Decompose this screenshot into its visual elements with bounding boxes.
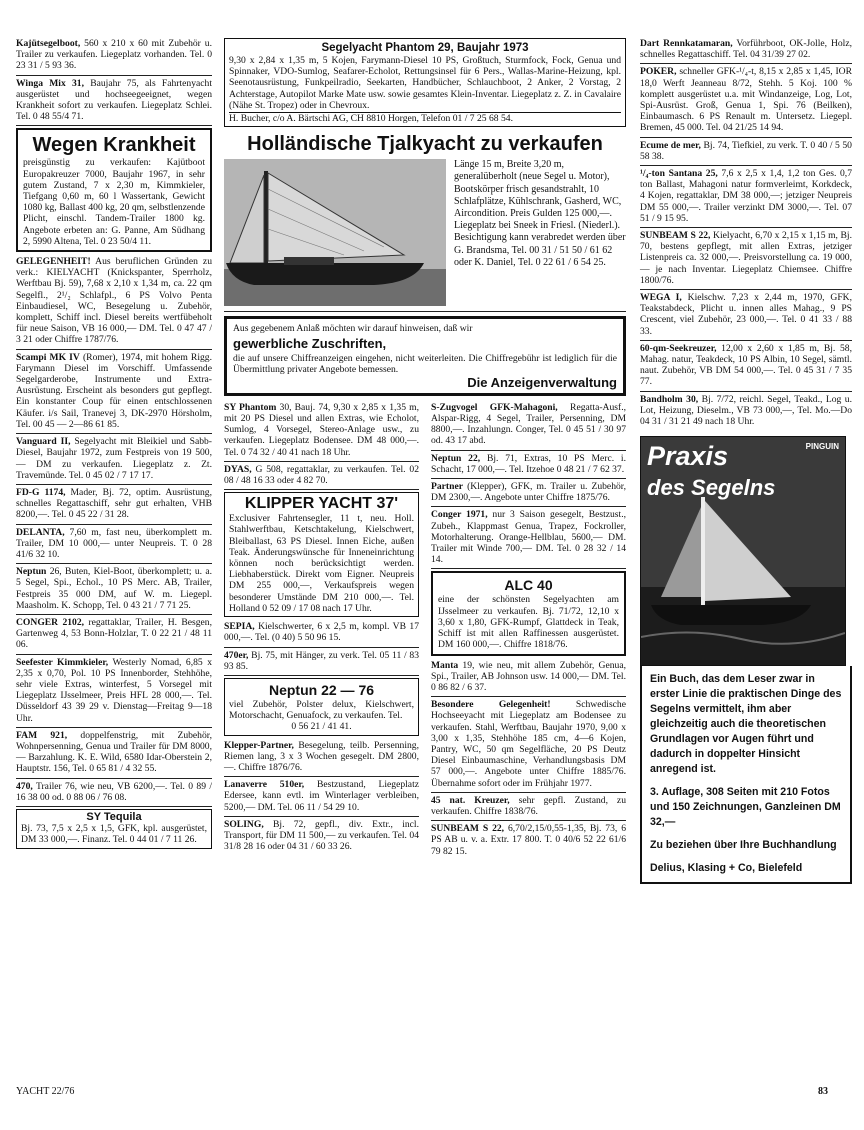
column-right [640, 38, 852, 884]
ad-text: eine der schönsten Segelyachten am IJsselmeer zu verkaufen. Bj. 71/72, 12,10 x 3,60 x 1,80, GFK-Rumpf, Glattdeck in Teak, Schiff ist mit allen Raffinessen ausgerüstet. DM 160 000,—. Chiffre 1818/76. [438, 594, 619, 651]
ad-text: Kielschwerter, 6 x 2,5 m, kompl. VB 17 000,—. Tel. (0 40) 5 50 96 15. [224, 621, 419, 644]
classified-ad [16, 730, 212, 779]
ad-text: Kielschw. 7,23 x 2,44 m, 1970, GFK, Teakstabdeck, Plicht u. innen alles Mahag., 9 PS Crescent, viel Zubehör, 23 000,—. Tel. 0 41 33 / 88 33. [640, 292, 852, 337]
ad-title: Partner [431, 481, 463, 493]
ad-text: 30, Bauj. 74, 9,30 x 2,85 x 1,35 m, mit 20 PS Diesel und allen Extras, wie Echolot, Sumlog, 4 Vorsegel, Stereo-Anlage usw., zu verkaufen. Liegeplatz Bodensee. DM 48 000,—. Tel. 0 74 32 / 40 41 nach 18 Uhr. [224, 401, 419, 458]
book-description: Ein Buch, das dem Leser zwar in erster Linie die praktischen Dinge des Segelns vermittelt, ihm aber gleichzeitig auch die theoretischen Grundlagen vor Augen führt und dadurch in doppelter Hinsicht anregend ist. [650, 673, 842, 776]
ad-text: 6,70/2,15/0,55-1,35, Bj. 73, 6 PS AB u. v. a. Extr. 17 800. T. 0 40/6 52 22 61/6 79 82 15. [431, 823, 626, 857]
classified-ad [224, 819, 419, 856]
classified-ad [16, 657, 212, 728]
ad-title: 45 nat. Kreuzer, [431, 794, 510, 806]
classified-ad [16, 617, 212, 655]
ad-title: ¹/₄-ton Santana 25, [640, 168, 718, 180]
ad-text: 560 x 210 x 60 mit Zubehör u. Trailer zu verkaufen. Liegeplatz vorhanden. Tel. 0 23 31 / 5 93 36. [16, 38, 212, 72]
ad-text: G 508, regattaklar, zu verkaufen. Tel. 02 08 / 48 16 33 oder 4 82 70. [224, 463, 419, 487]
publisher-badge: PINGUIN [805, 442, 839, 452]
ad-text: regattaklar, Trailer, H. Besgen, Gartenweg 4, 53 Bonn-Holzlar, T. 0 22 21 / 48 11 06. [16, 616, 212, 651]
ad-text: Länge 15 m, Breite 3,20 m, generalüberholt (neue Segel u. Motor), Bootskörper frisch gesandstrahlt, 10 Schlafplätze, Kühlschrank, Gasherd, WC, Aircondition. Preis Gulden 125 000,—. Liegeplatz bei Sneek in Friesl. (Niederl.). Besichtigung kann verabredet werden über G. Brandsma, Tel. 00 31 / 51 50 / 61 62 oder K. Daniel, Tel. 0 22 61 / 6 54 25. [454, 159, 626, 268]
ad-title: Neptun 22, [431, 452, 481, 464]
ad-title: Winga Mix 31, [16, 77, 84, 89]
boxed-ad [224, 38, 626, 127]
classified-ad [16, 436, 212, 485]
ad-text: viel Zubehör, Polster delux, Kielschwert, Motorschacht, Genuafock, zu verkaufen. Tel. [229, 698, 414, 722]
ad-text: Bestzustand, Liegeplatz Edersee, kann evtl. im Winterlager verbleiben, 5200,— DM. Tel. 06 11 / 54 29 10. [224, 779, 419, 813]
classified-ad [16, 352, 212, 434]
ad-title: SY Phantom [224, 401, 277, 413]
ad-title: Holländische Tjalkyacht zu verkaufen [247, 133, 603, 156]
ad-title: Neptun 22 — 76 [268, 681, 375, 698]
boxed-ad [431, 571, 626, 655]
classified-ad [16, 256, 212, 350]
ad-title: SUNBEAM S 22, [640, 230, 711, 242]
ad-title: Conger 1971, [431, 509, 488, 521]
subcolumn-right [431, 402, 626, 862]
classified-ad [640, 38, 852, 64]
ad-title: Scampi MK IV [16, 351, 80, 363]
classified-ad [16, 38, 212, 76]
classified-ad [640, 66, 852, 137]
boxed-ad [224, 678, 419, 736]
classified-ad [431, 481, 626, 507]
ad-text: sehr gepfl. Zustand, zu verkaufen. Chiffre 1838/76. [431, 794, 626, 817]
classified-ad [431, 699, 626, 793]
ad-title: Dart Rennkatamaran, [640, 38, 733, 49]
ad-text: Bj. 75, mit Hänger, zu verk. Tel. 05 11 / 83 93 85. [224, 649, 419, 672]
ad-text: preisgünstig zu verkaufen: Kajütboot Europakreuzer 7000, Baujahr 1967, in sehr gutem Zustand, 7 x 2,30 m, Kimmkieler, Tiefgang 0,60 m, 60 l Wassertank, Gewicht 1080 kg, Ballast 400 kg, 20 qm, selbstlenzende Plicht, einschl. Tandem-Trailer 1800 kg. Angebote erbeten an: G. Panne, Am Südhang 2, 5990 Altena, Tel. 0 23 50/4 11. [23, 157, 205, 247]
ad-title: DYAS, [224, 463, 252, 475]
boxed-ad [16, 809, 212, 849]
ad-text: nur 3 Saison gesegelt, Bestzust., Zubeh., Klappmast Genua, Trapez, Fockroller, Motorhalterung. Orange-Hellblau, 5600,— DM. Trailer mit Winde 700,— DM. Tel. 0 28 32 / 14 14. [431, 509, 626, 566]
ad-text: Aus beruflichen Gründen zu verk.: KIELYACHT (Knickspanter, Sperrholz, Werftbau Bj. 59), 7,68 x 2,10 x 1,34 m, ca. 22 qm Segelfl., 2¹/₂ Schlafpl., 6 PS Volvo Penta Einbaudiesel, WC, Besegelung u. Zubehör, komplett, Schiff incl. Diesel bereits wertfübeholt für neue Saison, VB 16 000,— DM. Tel. 0 47 47 / 3 21 oder Chiffre 1787/76. [16, 256, 212, 346]
ad-title: Segelyacht Phantom 29, Baujahr 1973 [321, 42, 529, 54]
ad-text: Bj. 74, Tiefkiel, zu verk. T. 0 40 / 5 50 58 38. [640, 139, 852, 162]
classified-ad [431, 402, 626, 451]
ad-text: Bj. 7/72, reichl. Segel, Teakd., Log u. Lot, Heizung, Dieselm., VB 73 000,—, Tel. Mo.—Do 04 31 / 31 21 49 nach 18 Uhr. [640, 393, 852, 428]
classified-ad [640, 230, 852, 290]
notice-signature: Die Anzeigenverwaltung [467, 375, 617, 391]
ad-title: S-Zugvogel GFK-Mahagoni, [431, 401, 558, 413]
ad-title: 470er, [224, 649, 249, 661]
ad-title: GELEGENHEIT! [16, 256, 91, 268]
book-ad-text [640, 666, 852, 884]
ad-text: Segelyacht mit Bleikiel und Sabb-Diesel, Baujahr 1972, zum Festpreis von 19 500,— DM zu verkaufen. Liegeplatz z. Zt. Travemünde. Tel. 0 45 02 / 7 17 17. [16, 436, 212, 481]
ad-title: Ecume de mer, [640, 139, 701, 151]
sailboat-photo [224, 159, 446, 306]
ad-title: FAM 921, [16, 729, 68, 741]
ad-text: Kielyacht, 6,70 x 2,15 x 1,15 m, Bj. 70, bestens gepflegt, mit allen Extras, jetziger Listenpreis ca. 32 000,—. Preisvorstellung ca. 19 000,— je nach Inventar. Liegeplatz Chiemsee. Chiffre 1800/76. [640, 230, 852, 286]
classified-ad [431, 660, 626, 698]
classified-ad [224, 402, 419, 462]
ad-title: 60-qm-Seekreuzer, [640, 342, 717, 354]
classified-ad [224, 621, 419, 647]
boxed-ad [16, 128, 212, 252]
ad-title: Neptun [16, 566, 47, 578]
ad-title: Bandholm 30, [640, 393, 699, 405]
ad-title: DELANTA, [16, 526, 65, 538]
ad-text: Regatta-Ausf., Alspar-Rigg, 4 Segel, Trailer, Persenning, DM 8800,—. Inzahlungn. Conger, Tel. 0 45 51 / 30 97 od. 43 17 abd. [431, 401, 626, 447]
classified-ad [431, 509, 626, 569]
publisher-notice [224, 316, 626, 396]
ad-title: ALC 40 [504, 577, 553, 594]
ad-title: Manta [431, 659, 459, 671]
ad-title: SUNBEAM S 22, [431, 823, 505, 835]
classified-ad [16, 781, 212, 807]
ad-text: (Romer), 1974, mit hohem Rigg. Farymann Diesel im Vorschiff. Umfassende Segelgarderobe, Instrumente und Extra-Ausrüstung. Erscheint als besonders gut gepflegt. Ein konstanter Coup für einen entschlossenen Käufer. i/s Sail, Tranevej 3, DK-2970 Hörsholm, Tel. 00 45 — 2—86 61 85. [16, 351, 212, 430]
ad-text: Trailer 76, wie neu, VB 6200,—. Tel. 0 89 / 16 38 00 od. 0 88 06 / 76 08. [16, 780, 212, 803]
classified-ad [224, 779, 419, 817]
ad-text: Baujahr 75, als Fahrtenyacht ausgerüstet und hochseegeeignet, wegen Krankheit sofort zu verkaufen. Liegeplatz Schlei. Tel. 0 48 55/4 71. [16, 77, 212, 123]
ad-text: Mader, Bj. 72, optim. Ausrüstung, schnelles Regattaschiff, sehr gut erhalten, VHB 8200,—. Tel. 0 45 22 / 31 28. [16, 486, 212, 521]
classified-ad [431, 823, 626, 860]
classified-ad [224, 740, 419, 778]
ad-title: Seefester Kimmkieler, [16, 656, 109, 668]
book-cover-title: Praxis des Segelns [647, 441, 776, 501]
ad-title: Vanguard II, [16, 436, 71, 448]
ad-title: KLIPPER YACHT 37' [244, 495, 399, 513]
ad-text: 19, wie neu, mit allem Zubehör, Genua, Spi., Trailer, AB Johnson usw. 14 000,— DM. Tel. 0 86 82 / 6 37. [431, 659, 626, 693]
book-availability: Zu beziehen über Ihre Buchhandlung [650, 839, 837, 852]
ad-text: Vorführboot, OK-Jolle, Holz, schnelles Regattaschiff. Tel. 04 31/39 27 02. [640, 38, 853, 61]
classified-ad [640, 140, 852, 166]
ad-title: SEPIA, [224, 621, 255, 633]
ad-text: Westerly Nomad, 6,85 x 2,35 x 0,70, Pol. 10 PS Innenborder, Stehhöhe, sehr viele Extras, winterfest, 5 Vorsegel mit Liegeplatz IJsselmeer, Preis HFL 28 000,—. Tel. Düsseldorf 43 39 29 v. Dienstag—Freitag 9—18 Uhr. [16, 656, 212, 724]
ad-title: POKER, [640, 66, 677, 78]
ad-text: Bj. 73, 7,5 x 2,5 x 1,5, GFK, kpl. ausgerüstet, DM 33 000,—. Finanz. Tel. 0 44 01 / 7 11 26. [21, 823, 207, 846]
ad-title: Lanaverre 510er, [224, 779, 305, 791]
ad-text: Besegelung, teilb. Persenning, Riemen lang, 3 x 3 Wochen gesegelt. DM 2800,—. Chiffre 1876/76. [224, 739, 419, 773]
ad-text: doppelfenstrig, mit Zubehör, Wohnpersenning, Genua und Trailer für DM 8000,— Barzahlung. K. E. Wild, 6580 Idar-Oberstein 2, Hauptstr. 156, Tel. 0 65 81 / 4 32 55. [16, 729, 212, 775]
classified-ad [431, 795, 626, 821]
ad-title: Besondere Gelegenheit! [431, 699, 551, 711]
ad-text: Bj. 71, Extras, 10 PS Merc. i. Schacht, 17 000,—. Tel. Itzehoe 0 48 21 / 7 62 37. [431, 452, 626, 475]
tjalk-ad [224, 131, 626, 312]
ad-text: 7,60 m, fast neu, überkomplett m. Trailer, DM 10 000,— unter Neupreis. T. 0 28 41/6 32 10. [16, 526, 212, 560]
ad-phone: 0 56 21 / 41 41. [291, 721, 352, 733]
classified-ad [16, 78, 212, 127]
classified-ad [640, 168, 852, 228]
notice-line: Aus gegebenem Anlaß möchten wir darauf hinweisen, daß wir [233, 323, 473, 335]
ad-text: 9,30 x 2,84 x 1,35 m, 5 Kojen, Farymann-Diesel 10 PS, Großtuch, Sturmfock, Fock, Genua und Spinnaker, VDO-Sumlog, Seafarer-Echolot, Rettungsinsel für 6 Pers., Wallas-Marine-Heizung, kpl. Seenotausrüstung, Funkpeilradio, Seekarten, Handbücher, Schlauchboot, 2 Anker, 2 Vorstag, 2 Achterstage, Autopilot Marke Mate usw. sowie gesamtes Klein-Inventar. Liegeplatz z. Z. in Cavalaire (Nähe St. Tropez) oder in Chevroux. [229, 55, 621, 111]
ad-title: SY Tequila [86, 810, 142, 823]
ad-text: Schwedische Hochseeyacht mit Liegeplatz am Bodensee zu verkaufen. Stahl, Werftbau, Baujahr 1970, 9,00 x 3,00 x 1,35, Stehhöhe 185 cm, 4—6 Kojen, Pantry, WC, 50 qm Segelfläche, 20 PS Deutz Diesel Einbaumaschine, Verhandlungsbasis DM 57 000,—. Angebote unter Chiffre 1885/76. Übernahme sofort oder im Frühjahr 1977. [431, 699, 626, 789]
classified-ad [16, 566, 212, 615]
page-number: 83 [818, 1086, 828, 1097]
classified-ad [224, 464, 419, 490]
footer-issue: YACHT 22/76 [16, 1086, 75, 1097]
book-cover [640, 436, 846, 666]
ad-contact: H. Bucher, c/o A. Bärtschi AG, CH 8810 Horgen, Telefon 01 / 7 25 68 54. [229, 112, 621, 124]
ad-title: Kajütsegelboot, [16, 38, 81, 49]
column-left [16, 38, 212, 853]
column-middle [224, 38, 626, 1052]
classified-ad [640, 394, 852, 431]
ad-title: CONGER 2102, [16, 616, 85, 628]
book-details: 3. Auflage, 308 Seiten mit 210 Fotos und 150 Zeichnungen, Ganzleinen DM 32,— [650, 786, 841, 829]
ad-title: 470, [16, 780, 33, 792]
classified-ad [431, 453, 626, 479]
ad-title: Wegen Krankheit [32, 134, 196, 157]
subcolumn-left [224, 402, 419, 858]
ad-text: 7,6 x 2,5 x 1,4, 1,2 ton Ges. 0,7 ton Ballast, Mahagoni natur formverleimt, Korkdeck, 4 Kojen, regattaklar, DM 38 000,—; jetziger Neupreis DM 55 000,—. Trailer verzinkt DM 3000,—. Tel. 07 51 / 9 15 95. [640, 168, 852, 224]
sailboat-image [224, 159, 446, 306]
classified-ad [640, 343, 852, 392]
classified-ad [224, 650, 419, 676]
ad-title: Klepper-Partner, [224, 739, 294, 751]
classified-ad [16, 527, 212, 565]
ad-text: Bj. 72, gepfl., div. Extr., incl. Transport, für DM 11 500,— zu verkaufen. Tel. 04 31/8 28 16 oder 04 31 / 60 33 26. [224, 818, 419, 853]
classified-ad [640, 292, 852, 341]
ad-text: Exclusiver Fahrtensegler, 11 t, neu. Holl. Stahlwerftbau, Ketschtakelung, Kielschwert, Bleiballast, 63 PS Diesel. Innen Eiche, außen Teak. Änderungswünsche für Inneneinrichtung können noch berücksichtigt werden. Liebhaberstück. Direkt vom Eigner. Neupreis DM 255 000,—, Verkaufspreis wegen besonderer Umstände DM 210 000,—. Tel. Holland 0 52 09 / 17 08 nach 17 Uhr. [229, 513, 414, 614]
ad-text: 26, Buten, Kiel-Boot, überkomplett; u. a. 5 Segel, Spi., Echol., 10 PS Merc. AB, Trailer, Festpreis 35 000 DM, auf W. m. Liegepl. Maasholm. K. Schopp, Tel. 0 43 21 / 7 71 25. [16, 566, 212, 611]
ad-title: WEGA I, [640, 292, 682, 304]
notice-text: die auf unsere Chiffreanzeigen eingehen, nicht weiterleiten. Die Chiffregebühr ist lediglich für die Übermittlung privater Angebote bemessen. [233, 352, 617, 376]
notice-title: gewerbliche Zuschriften, [233, 335, 387, 351]
boxed-ad [224, 492, 419, 617]
ad-title: SOLING, [224, 818, 264, 830]
ad-text: 12,00 x 2,60 x 1,85 m, Bj. 58, Mahag. natur, Teakdeck, 10 PS Albin, 10 Segel, sämtl. naut. Zubehör, VB DM 54 000,—. Tel. 0 45 31 / 7 35 77. [640, 342, 852, 388]
middle-subcolumns [224, 402, 626, 1052]
ad-title: FD-G 1174, [16, 486, 66, 498]
book-advertisement [640, 436, 852, 884]
ad-text: schneller GFK-¹/₄-t, 8,15 x 2,85 x 1,45, IOR 18,0 Werft Jeanneau 8/72, Stehh. 5 Koj. 100 % komplett ausgerüstet u.a. mit Windanzeige, Log, Lot, Spi-Ausrüst. Groß, Genua 1, Spi. 76 (Beilken), Einbaumasch. 6 PS Renault m. Untersetz. Liegepl. Bremen, 45 000. Tel. 04 21/25 14 94. [640, 66, 852, 134]
classified-ad [16, 487, 212, 525]
book-publisher: Delius, Klasing + Co, Bielefeld [650, 862, 803, 875]
ad-text: (Klepper), GFK, m. Trailer u. Zubehör, DM 2300,—. Angebote unter Chiffre 1875/76. [431, 481, 626, 504]
